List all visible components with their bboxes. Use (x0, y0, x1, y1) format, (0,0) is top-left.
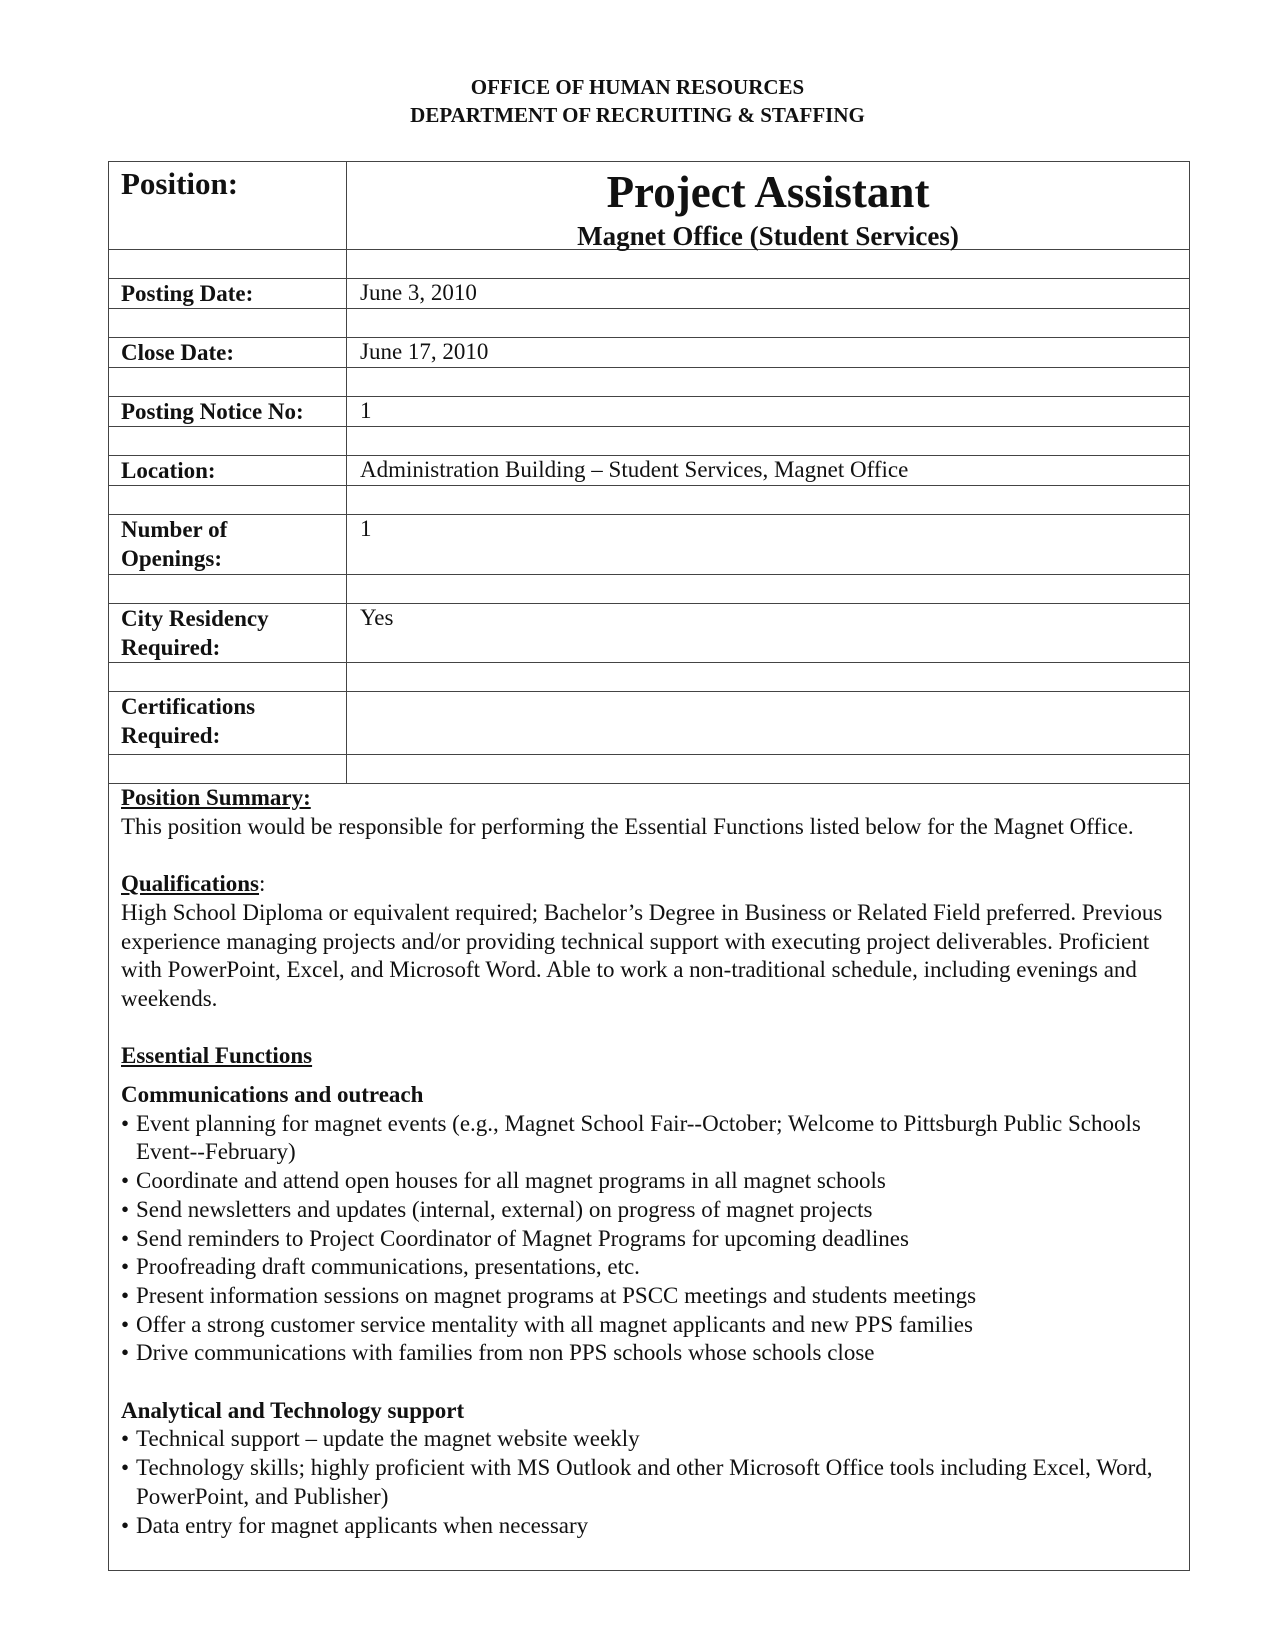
qualifications-heading-line (121, 870, 1183, 899)
row-divider (109, 603, 1189, 604)
close-date-value: June 17, 2010 (360, 339, 489, 364)
openings-label-line2: Openings: (121, 546, 222, 571)
qualifications-heading: Qualifications (121, 871, 260, 897)
list-item: • Data entry for magnet applicants when necessary (121, 1512, 1183, 1541)
document-header (0, 73, 1275, 129)
row-divider (109, 691, 1189, 692)
list-item: • Event planning for magnet events (e.g., Magnet School Fair--October; Welcome to Pittsburgh Public Schools Event--February) (121, 1110, 1183, 1167)
position-subtitle: Magnet Office (Student Services) (577, 221, 959, 251)
summary-heading: Position Summary: (121, 785, 311, 810)
row-divider (109, 278, 1189, 279)
group-title-communications: Communications and outreach (121, 1082, 424, 1107)
row-divider (109, 308, 1189, 309)
location-value: Administration Building – Student Services, Magnet Office (360, 457, 909, 482)
list-item: • Send reminders to Project Coordinator of Magnet Programs for upcoming deadlines (121, 1225, 1183, 1254)
row-divider (109, 337, 1189, 338)
list-item: • Drive communications with families from non PPS schools whose schools close (121, 1339, 1183, 1368)
certifications-label-line2: Required: (121, 723, 221, 748)
residency-value: Yes (360, 605, 394, 630)
openings-label (121, 515, 227, 573)
residency-label-line1: City Residency (121, 606, 269, 631)
row-divider (109, 485, 1189, 486)
row-divider (109, 754, 1189, 755)
residency-label (121, 604, 269, 662)
list-item: • Offer a strong customer service mentality with all magnet applicants and new PPS families (121, 1311, 1183, 1340)
qualifications-colon: : (259, 871, 266, 897)
group-title-analytical: Analytical and Technology support (121, 1397, 465, 1423)
list-item: • Send newsletters and updates (internal, external) on progress of magnet projects (121, 1196, 1183, 1225)
department-title: DEPARTMENT OF RECRUITING & STAFFING (410, 103, 865, 127)
row-divider (109, 426, 1189, 427)
posting-date-value: June 3, 2010 (360, 280, 477, 305)
list-item: • Proofreading draft communications, presentations, etc. (121, 1253, 1183, 1282)
posting-form (108, 161, 1190, 1571)
position-title-block (347, 163, 1189, 251)
location-label: Location: (121, 458, 216, 483)
openings-value: 1 (360, 516, 372, 541)
row-divider (109, 574, 1189, 575)
close-date-label: Close Date: (121, 340, 235, 365)
certifications-label (121, 692, 255, 750)
row-divider (109, 367, 1189, 368)
communications-list (121, 1110, 1183, 1368)
analytical-list (121, 1425, 1183, 1540)
row-divider (109, 662, 1189, 663)
openings-label-line1: Number of (121, 517, 228, 542)
posting-notice-value: 1 (360, 398, 372, 423)
posting-notice-label: Posting Notice No: (121, 399, 304, 424)
certifications-label-line1: Certifications (121, 694, 256, 719)
list-item: • Coordinate and attend open houses for all magnet programs in all magnet schools (121, 1167, 1183, 1196)
essential-functions-heading: Essential Functions (121, 1043, 313, 1069)
qualifications-text: High School Diploma or equivalent required; Bachelor’s Degree in Business or Related Field preferred. Previous experience managing projects and/or providing technical support with executing project deliverables. Proficient with PowerPoint, Excel, and Microsoft Word. Able to work a non-traditional schedule, including evenings and weekends. (121, 899, 1163, 1011)
list-item: • Present information sessions on magnet programs at PSCC meetings and students meetings (121, 1282, 1183, 1311)
position-title: Project Assistant (606, 167, 930, 217)
position-label: Position: (121, 166, 239, 201)
summary-text: This position would be responsible for performing the Essential Functions listed below for the Magnet Office. (121, 813, 1134, 839)
office-title: OFFICE OF HUMAN RESOURCES (470, 75, 805, 99)
posting-body (121, 784, 1183, 1540)
row-divider (109, 514, 1189, 515)
list-item: • Technology skills; highly proficient with MS Outlook and other Microsoft Office tools including Excel, Word, PowerPoint, and Publisher) (121, 1454, 1183, 1511)
posting-date-label: Posting Date: (121, 281, 254, 306)
list-item: • Technical support – update the magnet website weekly (121, 1425, 1183, 1454)
residency-label-line2: Required: (121, 635, 221, 660)
